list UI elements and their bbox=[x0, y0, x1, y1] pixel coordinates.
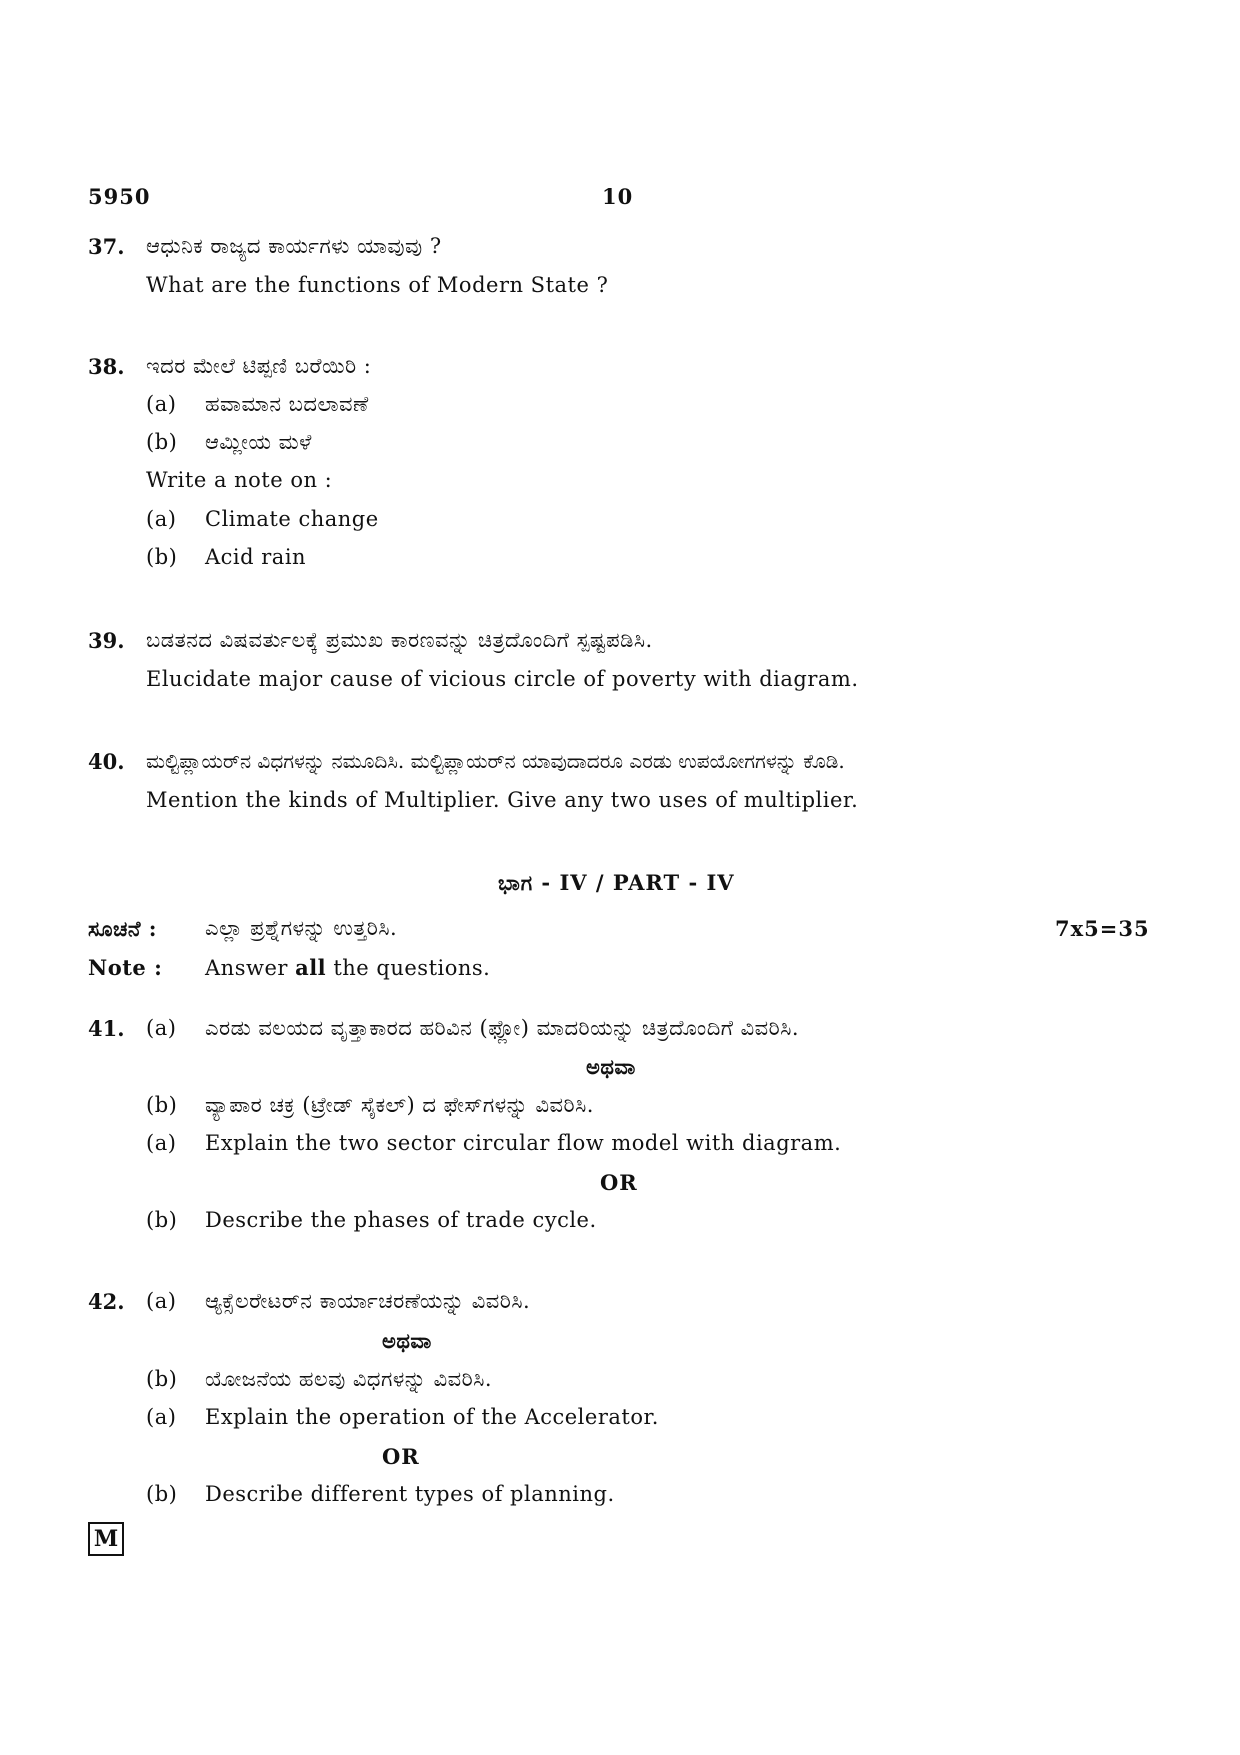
option-label: (b) bbox=[146, 1482, 178, 1506]
or-english: OR bbox=[382, 1444, 420, 1469]
option-label: (b) bbox=[146, 1367, 178, 1391]
question-40-english: Mention the kinds of Multiplier. Give any two uses of multiplier. bbox=[146, 788, 859, 812]
note-english: Answer all the questions. bbox=[205, 955, 491, 980]
option-label: (a) bbox=[146, 1131, 177, 1155]
medium-mark-box: M bbox=[88, 1522, 124, 1556]
option-label: (a) bbox=[146, 1289, 177, 1313]
question-41-kannada-b: ವ್ಯಾಪಾರ ಚಕ್ರ (ಟ್ರೇಡ್ ಸೈಕಲ್) ದ ಫೇಸ್‌ಗಳನ್ನು ವಿವರಿಸಿ. bbox=[205, 1093, 594, 1117]
option-label: (b) bbox=[146, 1208, 178, 1232]
question-38-kannada-a: ಹವಾಮಾನ ಬದಲಾವಣೆ bbox=[205, 392, 369, 416]
option-label: (a) bbox=[146, 392, 177, 416]
question-42-kannada-b: ಯೋಜನೆಯ ಹಲವು ವಿಧಗಳನ್ನು ವಿವರಿಸಿ. bbox=[205, 1367, 493, 1391]
question-38-kannada: ಇದರ ಮೇಲೆ ಟಿಪ್ಪಣಿ ಬರೆಯಿರಿ : bbox=[146, 354, 372, 378]
question-38-english-a: Climate change bbox=[205, 507, 379, 531]
question-41-number: 41. bbox=[88, 1016, 125, 1041]
or-english: OR bbox=[600, 1170, 638, 1195]
paper-code: 5950 bbox=[88, 184, 151, 209]
question-38-kannada-b: ಆಮ್ಲೀಯ ಮಳೆ bbox=[205, 430, 312, 454]
question-39-number: 39. bbox=[88, 628, 125, 653]
question-40-kannada: ಮಲ್ಟಿಪ್ಲಾಯರ್‌ನ ವಿಧಗಳನ್ನು ನಮೂದಿಸಿ. ಮಲ್ಟಿಪ್ಲಾಯರ್‌ನ ಯಾವುದಾದರೂ ಎರಡು ಉಪಯೋಗಗಳನ್ನು ಕೊಡಿ. bbox=[146, 749, 845, 773]
question-37-english: What are the functions of Modern State ? bbox=[146, 273, 609, 297]
note-kannada: ಎಲ್ಲಾ ಪ್ರಶ್ನೆಗಳನ್ನು ಉತ್ತರಿಸಿ. bbox=[205, 916, 398, 940]
part-title: ಭಾಗ - IV / PART - IV bbox=[498, 870, 735, 895]
question-39-kannada: ಬಡತನದ ವಿಷವರ್ತುಲಕ್ಕೆ ಪ್ರಮುಖ ಕಾರಣವನ್ನು ಚಿತ್ರದೊಂದಿಗೆ ಸ್ಪಷ್ಟಪಡಿಸಿ. bbox=[146, 628, 653, 652]
option-label: (a) bbox=[146, 507, 177, 531]
option-label: (a) bbox=[146, 1405, 177, 1429]
question-41-english-b: Describe the phases of trade cycle. bbox=[205, 1208, 597, 1232]
option-label: (b) bbox=[146, 545, 178, 569]
option-label: (b) bbox=[146, 430, 178, 454]
question-42-number: 42. bbox=[88, 1289, 125, 1314]
question-37-number: 37. bbox=[88, 234, 125, 259]
page-number: 10 bbox=[602, 184, 634, 209]
or-kannada: ಅಥವಾ bbox=[382, 1328, 432, 1353]
question-41-kannada-a: ಎರಡು ವಲಯದ ವೃತ್ತಾಕಾರದ ಹರಿವಿನ (ಫ್ಲೋ) ಮಾದರಿಯನ್ನು ಚಿತ್ರದೊಂದಿಗೆ ವಿವರಿಸಿ. bbox=[205, 1016, 800, 1040]
question-38-number: 38. bbox=[88, 354, 125, 379]
question-38-english-b: Acid rain bbox=[205, 545, 307, 569]
or-kannada: ಅಥವಾ bbox=[586, 1054, 636, 1079]
question-38-english: Write a note on : bbox=[146, 468, 333, 492]
note-kannada-label: ಸೂಚನೆ : bbox=[88, 916, 157, 941]
option-label: (a) bbox=[146, 1016, 177, 1040]
question-42-english-b: Describe different types of planning. bbox=[205, 1482, 615, 1506]
note-english-label: Note : bbox=[88, 955, 163, 980]
question-42-kannada-a: ಆ್ಯಕ್ಸೆಲರೇಟರ್‌ನ ಕಾರ್ಯಾಚರಣೆಯನ್ನು ವಿವರಿಸಿ. bbox=[205, 1289, 531, 1313]
question-42-english-a: Explain the operation of the Accelerator. bbox=[205, 1405, 659, 1429]
question-37-kannada: ಆಧುನಿಕ ರಾಜ್ಯದ ಕಾರ್ಯಗಳು ಯಾವುವು ? bbox=[146, 234, 442, 258]
marks-total: 7x5=35 bbox=[1055, 916, 1150, 941]
option-label: (b) bbox=[146, 1093, 178, 1117]
question-40-number: 40. bbox=[88, 749, 125, 774]
question-41-english-a: Explain the two sector circular flow model with diagram. bbox=[205, 1131, 842, 1155]
question-39-english: Elucidate major cause of vicious circle of poverty with diagram. bbox=[146, 667, 859, 691]
